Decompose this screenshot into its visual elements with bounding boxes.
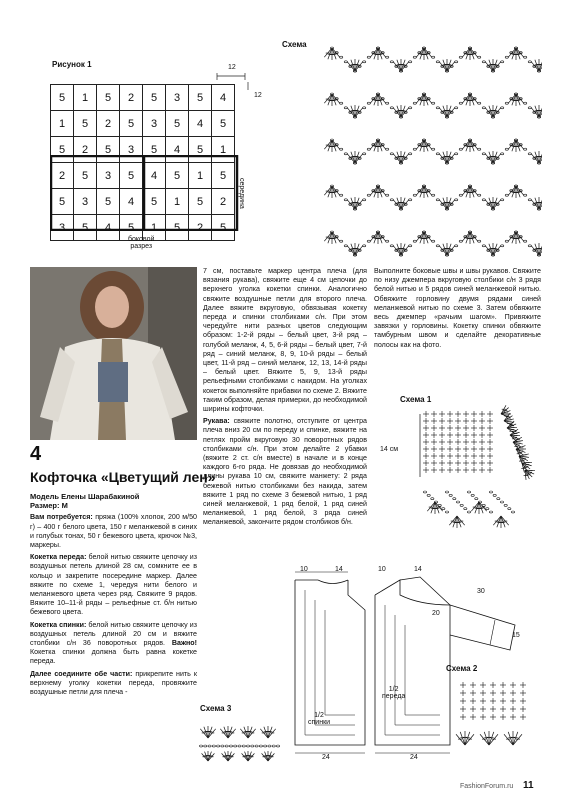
grid-cell: 4 [143,163,166,189]
stitch-fan [531,105,542,117]
stitch-fan [504,413,514,426]
stitch-fan [393,243,408,255]
figure1-side-label: середина [238,178,245,209]
stitch-fan [324,232,339,244]
schema-top-label: Схема [282,40,307,49]
grid-cell: 5 [97,137,120,163]
pattern-back-dim-1: 10 [300,566,308,573]
stitch-fan [370,232,385,244]
grid-cell: 5 [97,189,120,215]
grid-cell: 5 [74,163,97,189]
stitch-fan [370,48,385,60]
chain-stitches [199,745,279,747]
grid-cell: 5 [189,137,212,163]
grid-cell: 5 [143,189,166,215]
grid-cell: 2 [212,189,235,215]
stitch-fan [501,405,511,417]
stitch-fan [427,502,442,514]
stitch-fan [370,94,385,106]
grid-row [51,85,235,111]
stitch-fan [508,94,523,106]
stitch-fan [439,197,454,209]
schema1-row [423,460,493,466]
stitch-fan [347,59,362,71]
schema2-row [460,698,526,704]
stitch-fan [242,751,255,761]
schema1-row [423,453,493,459]
front-yoke-heading: Кокетка переда: [30,553,87,562]
grid-cell: 3 [74,189,97,215]
stitch-fan [471,502,486,514]
schema-top-chart [312,30,542,262]
paragraph-materials [30,513,197,550]
chain-stitches [467,491,492,513]
stitch-fan [393,59,408,71]
article-title: Кофточка «Цветущий лен» [30,469,216,485]
grid-cell: 4 [166,137,189,163]
stitch-fan [370,140,385,152]
pattern-front-name [382,686,405,700]
stitch-fan [456,731,474,745]
grid-cell: 5 [212,215,235,241]
pattern-front-dim-3: 24 [410,754,418,761]
stitch-fan [370,186,385,198]
pattern-front-dim-6: 15 [512,632,520,639]
grid-cell: 1 [51,111,74,137]
grid-cell: 5 [166,163,189,189]
figure1-label: Рисунок 1 [52,60,92,69]
grid-cell: 3 [51,215,74,241]
stitch-fan [508,232,523,244]
stitch-fan [508,48,523,60]
stitch-fan [202,751,215,761]
chain-stitches [445,491,470,513]
model-photo [30,267,197,440]
grid-cell: 5 [143,137,166,163]
grid-cell: 5 [74,215,97,241]
grid-cell: 5 [166,215,189,241]
article-size: Размер: М [30,501,68,511]
stitch-fan [260,726,275,738]
grid-cell: 3 [120,137,143,163]
stitch-fan [531,59,542,71]
stitch-fan [531,243,542,255]
figure1-bottom-label-2: разрез [130,243,153,250]
grid-cell: 5 [166,111,189,137]
watermark: FashionForum.ru [460,783,514,790]
important-label: Важно! [171,639,197,648]
sleeves-text: свяжите полотно, отступите от центра плеча вниз 20 см по переду и спинке, вяжите на петлях пройм вкруговую 30 поворотных рядов столбиками с/н. При этом делайте 2 убавки (вяжите 2 ст. с/н вместе) в начале и в конце каждого 6-го ряда. Не довязав до необходимой длины рукава 10 см, свяжите манжету: 2 ряда бежевой нитью столбиками без накида, затем вяжите 1 ряд по схеме 3 бежевой нитью, 1 ряд синей меланжевой, 1 ряд белой, 1 ряд синей меланжевой, 1 ряд белой, 3 ряда синей меланжевой, закончите рядом столбиков б/н. [203,417,367,527]
grid-cell: 1 [189,163,212,189]
chain-stitches [489,491,514,513]
stitch-fan [462,186,477,198]
important-text: Кокетка спинки должна быть равна кокетке переда. [30,648,197,666]
materials-text: пряжа (100% хлопок, 200 м/50 г) – 400 г белого цвета, 150 г меланжевой в синих и голубых тонах, 50 г бежевого цвета, крючок №3, маркеры. [30,513,197,550]
pattern-front-dim-2: 14 [414,566,422,573]
grid-cell: 1 [143,215,166,241]
stitch-fan [416,94,431,106]
column-1 [30,492,197,697]
stitch-fan [485,243,500,255]
grid-cell: 2 [51,163,74,189]
figure1-thick-outline [50,155,250,231]
stitch-fan [439,151,454,163]
column-2 [203,267,367,528]
grid-cell: 5 [97,85,120,111]
article-number: 4 [30,443,42,465]
stitch-fan [324,94,339,106]
grid-cell: 3 [143,111,166,137]
stitch-fan [449,516,464,528]
stitch-fan [485,151,500,163]
schema3-chart [198,716,283,766]
stitch-fan [439,105,454,117]
stitch-fan [324,48,339,60]
paragraph-sleeves [203,417,367,527]
pattern-back-name [308,712,330,726]
page-number: 11 [523,780,534,791]
chain-stitches [423,491,448,513]
stitch-fan [416,140,431,152]
stitch-fan [462,48,477,60]
back-yoke-text: белой нитью свяжите цепочку из воздушных петель длиной 20 см и вяжите столбики с/н 36 поворотных рядов. [30,620,197,648]
grid-cell: 1 [212,137,235,163]
stitch-fan [416,48,431,60]
grid-cell: 5 [120,215,143,241]
stitch-fan [240,726,255,738]
stitch-fan [504,731,522,745]
stitch-fan [222,751,235,761]
schema1-row [423,425,493,431]
schema2-row [460,682,526,688]
pattern-back-half: 1/2 [314,712,324,719]
stitch-fan [462,232,477,244]
schema3-label: Схема 3 [200,704,232,713]
join-text: прикрепите нить к верхнему уголку кокетки переда, провяжите воздушные петли для плеча - [30,669,197,697]
pattern-front-half: 1/2 [388,686,399,693]
stitch-fan [347,243,362,255]
grid-cell: 5 [212,111,235,137]
grid-cell: 5 [51,137,74,163]
pattern-front-dim-5: 30 [477,588,485,595]
stitch-fan [439,59,454,71]
grid-cell: 5 [74,111,97,137]
grid-cell: 4 [120,189,143,215]
schema1-row [423,418,493,424]
schema2-chart [450,675,545,770]
grid-cell: 4 [212,85,235,111]
paragraph-join [30,670,197,698]
schema1-row [423,432,493,438]
stitch-fan [416,186,431,198]
grid-cell: 5 [189,85,212,111]
grid-cell: 5 [120,163,143,189]
stitch-fan [200,726,215,738]
stitch-fan [324,140,339,152]
stitch-fan [220,726,235,738]
grid-cell: 3 [97,163,120,189]
stitch-fan [347,151,362,163]
grid-cell: 3 [166,85,189,111]
stitch-fan [439,243,454,255]
grid-cell: 5 [189,189,212,215]
schema1-row [423,411,493,417]
pattern-back-label: спинки [308,719,331,726]
pattern-back-dim-3: 24 [322,754,330,761]
schema2-label: Схема 2 [446,664,478,673]
stitch-fan [324,186,339,198]
figure1-dim-top: 12 [228,64,236,71]
grid-cell: 2 [120,85,143,111]
grid-cell: 5 [120,111,143,137]
figure1-dim-right: 12 [254,92,262,99]
grid-cell: 5 [51,85,74,111]
schema1-row [423,439,493,445]
join-heading: Далее соедините обе части: [30,669,133,678]
stitch-fan [508,186,523,198]
stitch-fan [531,151,542,163]
stitch-fan [347,105,362,117]
grid-cell: 1 [166,189,189,215]
stitch-fan [393,197,408,209]
stitch-fan [485,59,500,71]
grid-cell: 5 [143,85,166,111]
grid-cell: 4 [97,215,120,241]
schema2-row [460,714,526,720]
stitch-fan [262,751,275,761]
schema1-chart [405,402,545,552]
stitch-fan [485,105,500,117]
stitch-fan [347,197,362,209]
stitch-fan [524,470,535,480]
pattern-back [290,565,375,760]
paragraph-finishing: Выполните боковые швы и швы рукавов. Свяжите по низу джемпера вкруговую столбики с/н 3 рядя белой нитью и 5 рядов синей меланжевой нитью. Обвяжите горловину двумя рядами синей меланжевой нитью по схеме 3. Затем обвяжите весь джемпер «рачьим шагом». Привяжите завязки у горловины. Кокетку спинки обвяжите тамбурным швом и сделайте декоративные полосы как на фото. [374,267,541,349]
back-yoke-heading: Кокетка спинки: [30,620,87,629]
schema2-row [460,706,526,712]
pattern-back-dim-2: 14 [335,566,343,573]
stitch-fan [462,94,477,106]
pattern-front-label: переда [382,693,406,700]
stitch-fan [493,516,508,528]
paragraph-body: 7 см, поставьте маркер центра плеча (для вязания рукава), свяжите еще 4 см цепочки до верхнего уголка кокетки спинки. Аналогично свяжите воздушные петли для второго плеча. Далее вяжите вкруговую, обвязывая кокетку переда и спинки столбиками с/н. При этом чередуйте нити разных цветов следующим образом: 1-2-й ряды – белый цвет, 3-й ряд – голубой меланж, 4, 5, 6-й ряды – белый цвет, 7-й ряд – синий меланж, 8, 9, 10-й ряды – белый цвет, 11-й ряд – синий меланж, 12, 13, 14-й ряды – белый цвет. Вяжите 5, 9, 13-й ряды рельефными столбиками с накидом. На уголках кокеток выполняйте прибавки по схеме 2. Вяжите таким образом, делая примерки, до необходимой ширины кофточки. [203,267,367,414]
grid-cell: 2 [97,111,120,137]
pattern-front-dim-1: 10 [378,566,386,573]
schema1-label: Схема 1 [400,395,432,404]
materials-heading: Вам потребуется: [30,513,93,522]
grid-row [51,111,235,137]
grid-cell: 4 [189,111,212,137]
stitch-fan [531,197,542,209]
front-yoke-text: белой нитью свяжите цепочку из воздушных петель длиной 28 см, сомкните ее в кольцо и закрепите посередине маркер. Далее вяжите по схеме 1, чередуя нити белого и меланжевого цвета через ряд. Свяжите 9 рядов. Вяжите 10–11-й ряды – рельефные ст. б/н нитью бежевого цвета. [30,553,197,617]
paragraph-front-yoke [30,553,197,617]
pattern-front-dim-4: 20 [432,610,440,617]
grid-cell: 1 [74,85,97,111]
stitch-fan [393,105,408,117]
column-3 [374,267,541,350]
schema1-dim: 14 см [380,446,399,453]
paragraph-back-yoke [30,621,197,667]
grid-cell: 2 [189,215,212,241]
stitch-fan [416,232,431,244]
stitch-fan [485,197,500,209]
grid-cell: 2 [74,137,97,163]
stitch-fan [462,140,477,152]
stitch-fan [393,151,408,163]
schema1-row [423,467,493,473]
stitch-fan [508,140,523,152]
schema2-row [460,690,526,696]
sleeves-heading: Рукава: [203,417,230,426]
article-model: Модель Елены Шарабакиной [30,492,140,501]
grid-cell: 5 [51,189,74,215]
figure1-bottom-label [128,236,154,250]
stitch-fan [480,731,498,745]
figure1-bottom-label-1: боковой [128,236,155,243]
grid-cell: 5 [212,163,235,189]
schema1-row [423,446,493,452]
